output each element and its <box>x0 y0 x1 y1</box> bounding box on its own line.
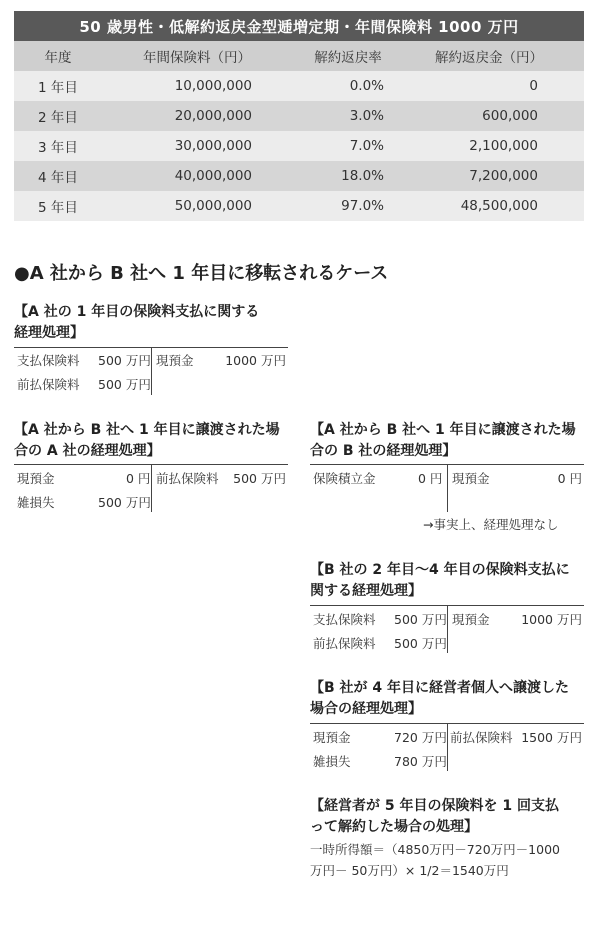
block-title-b-year2-4 <box>310 560 570 602</box>
cell-premium: 40,000,000 <box>174 168 252 184</box>
cell-year: 5 年目 <box>38 200 78 216</box>
t-line <box>151 347 152 395</box>
debit-label: 支払保険料 <box>313 612 376 627</box>
cell-premium: 30,000,000 <box>174 138 252 154</box>
t-line <box>447 723 448 771</box>
debit-amount: 0 円 <box>126 471 151 486</box>
credit-amount: 500 万円 <box>233 471 286 486</box>
title-line: 【A 社の 1 年目の保険料支払に関する <box>14 304 260 320</box>
cell-rate: 3.0% <box>349 108 384 124</box>
cell-year: 1 年目 <box>38 80 78 96</box>
debit-amount: 500 万円 <box>394 612 447 627</box>
debit-amount: 780 万円 <box>394 754 447 769</box>
formula-line: 万円－ 50万円）× 1/2＝1540万円 <box>310 863 509 878</box>
cell-rate: 97.0% <box>341 198 384 214</box>
cell-rate: 0.0% <box>349 78 384 94</box>
cell-year: 2 年目 <box>38 110 78 126</box>
credit-amount: 0 円 <box>557 471 582 486</box>
header-rate: 解約返戻率 <box>314 50 382 66</box>
table-row <box>14 71 584 101</box>
title-line: って解約した場合の処理】 <box>310 819 478 835</box>
debit-label: 雑損失 <box>17 495 55 510</box>
credit-label: 現預金 <box>156 353 194 368</box>
t-account-b-to-owner <box>310 723 584 771</box>
t-line <box>447 464 448 512</box>
debit-amount: 500 万円 <box>98 377 151 392</box>
cell-premium: 50,000,000 <box>174 198 252 214</box>
title-line: 【経営者が 5 年目の保険料を 1 回支払 <box>310 798 559 814</box>
table-row <box>14 191 584 221</box>
debit-amount: 0 円 <box>418 471 443 486</box>
table-row <box>14 161 584 191</box>
header-year: 年度 <box>44 50 72 66</box>
t-account-b-year2-4 <box>310 605 584 653</box>
cell-rate: 18.0% <box>341 168 384 184</box>
formula-line: 一時所得額＝（4850万円－720万円－1000 <box>310 842 560 857</box>
credit-amount: 1000 万円 <box>225 353 286 368</box>
cell-year: 3 年目 <box>38 140 78 156</box>
note-no-processing: →事実上、経理処理なし <box>423 517 559 532</box>
t-line <box>151 464 152 512</box>
block-title-b-transfer <box>310 420 576 462</box>
credit-amount: 1500 万円 <box>521 730 582 745</box>
cell-refund: 48,500,000 <box>460 198 538 214</box>
t-account-a-year1 <box>14 347 288 395</box>
debit-label: 雑損失 <box>313 754 351 769</box>
credit-amount: 1000 万円 <box>521 612 582 627</box>
title-line: 関する経理処理】 <box>310 583 422 599</box>
t-line <box>447 605 448 653</box>
title-line: 【A 社から B 社へ 1 年目に譲渡された場 <box>14 422 280 438</box>
cell-premium: 20,000,000 <box>174 108 252 124</box>
debit-amount: 500 万円 <box>98 353 151 368</box>
header-refund: 解約返戻金（円） <box>435 50 543 66</box>
cell-year: 4 年目 <box>38 170 78 186</box>
block-title-a-year1 <box>14 302 259 344</box>
formula-temporary-income <box>310 839 560 881</box>
debit-label: 現預金 <box>17 471 55 486</box>
title-line: 経理処理】 <box>14 325 84 341</box>
header-premium: 年間保険料（円） <box>143 50 251 66</box>
debit-label: 前払保険料 <box>17 377 80 392</box>
cell-refund: 7,200,000 <box>469 168 538 184</box>
debit-amount: 500 万円 <box>98 495 151 510</box>
debit-label: 前払保険料 <box>313 636 376 651</box>
debit-label: 保険積立金 <box>313 471 376 486</box>
table-row <box>14 101 584 131</box>
title-line: 場合の経理処理】 <box>310 701 422 717</box>
credit-label: 現預金 <box>452 471 490 486</box>
cell-refund: 600,000 <box>482 108 538 124</box>
title-line: 【B 社が 4 年目に経営者個人へ譲渡した <box>310 680 570 696</box>
title-line: 合の B 社の経理処理】 <box>310 443 457 459</box>
table-title: 50 歳男性・低解約返戻金型逓増定期・年間保険料 1000 万円 <box>14 11 584 41</box>
table-row <box>14 131 584 161</box>
section-title: ●A 社から B 社へ 1 年目に移転されるケース <box>14 263 389 284</box>
premium-table <box>14 11 584 221</box>
t-account-b-transfer <box>310 464 584 512</box>
block-title-b-to-owner <box>310 678 569 720</box>
title-line: 【A 社から B 社へ 1 年目に譲渡された場 <box>310 422 576 438</box>
table-header-row <box>14 41 584 71</box>
block-title-owner-cancel <box>310 796 559 838</box>
debit-amount: 720 万円 <box>394 730 447 745</box>
cell-refund: 0 <box>529 78 538 94</box>
credit-label: 前払保険料 <box>156 471 219 486</box>
credit-label: 現預金 <box>452 612 490 627</box>
credit-label: 前払保険料 <box>450 730 513 745</box>
cell-refund: 2,100,000 <box>469 138 538 154</box>
debit-label: 現預金 <box>313 730 351 745</box>
block-title-a-transfer <box>14 420 280 462</box>
title-line: 合の A 社の経理処理】 <box>14 443 161 459</box>
title-line: 【B 社の 2 年目～4 年目の保険料支払に <box>310 562 570 578</box>
debit-amount: 500 万円 <box>394 636 447 651</box>
debit-label: 支払保険料 <box>17 353 80 368</box>
t-account-a-transfer <box>14 464 288 512</box>
cell-rate: 7.0% <box>349 138 384 154</box>
cell-premium: 10,000,000 <box>174 78 252 94</box>
